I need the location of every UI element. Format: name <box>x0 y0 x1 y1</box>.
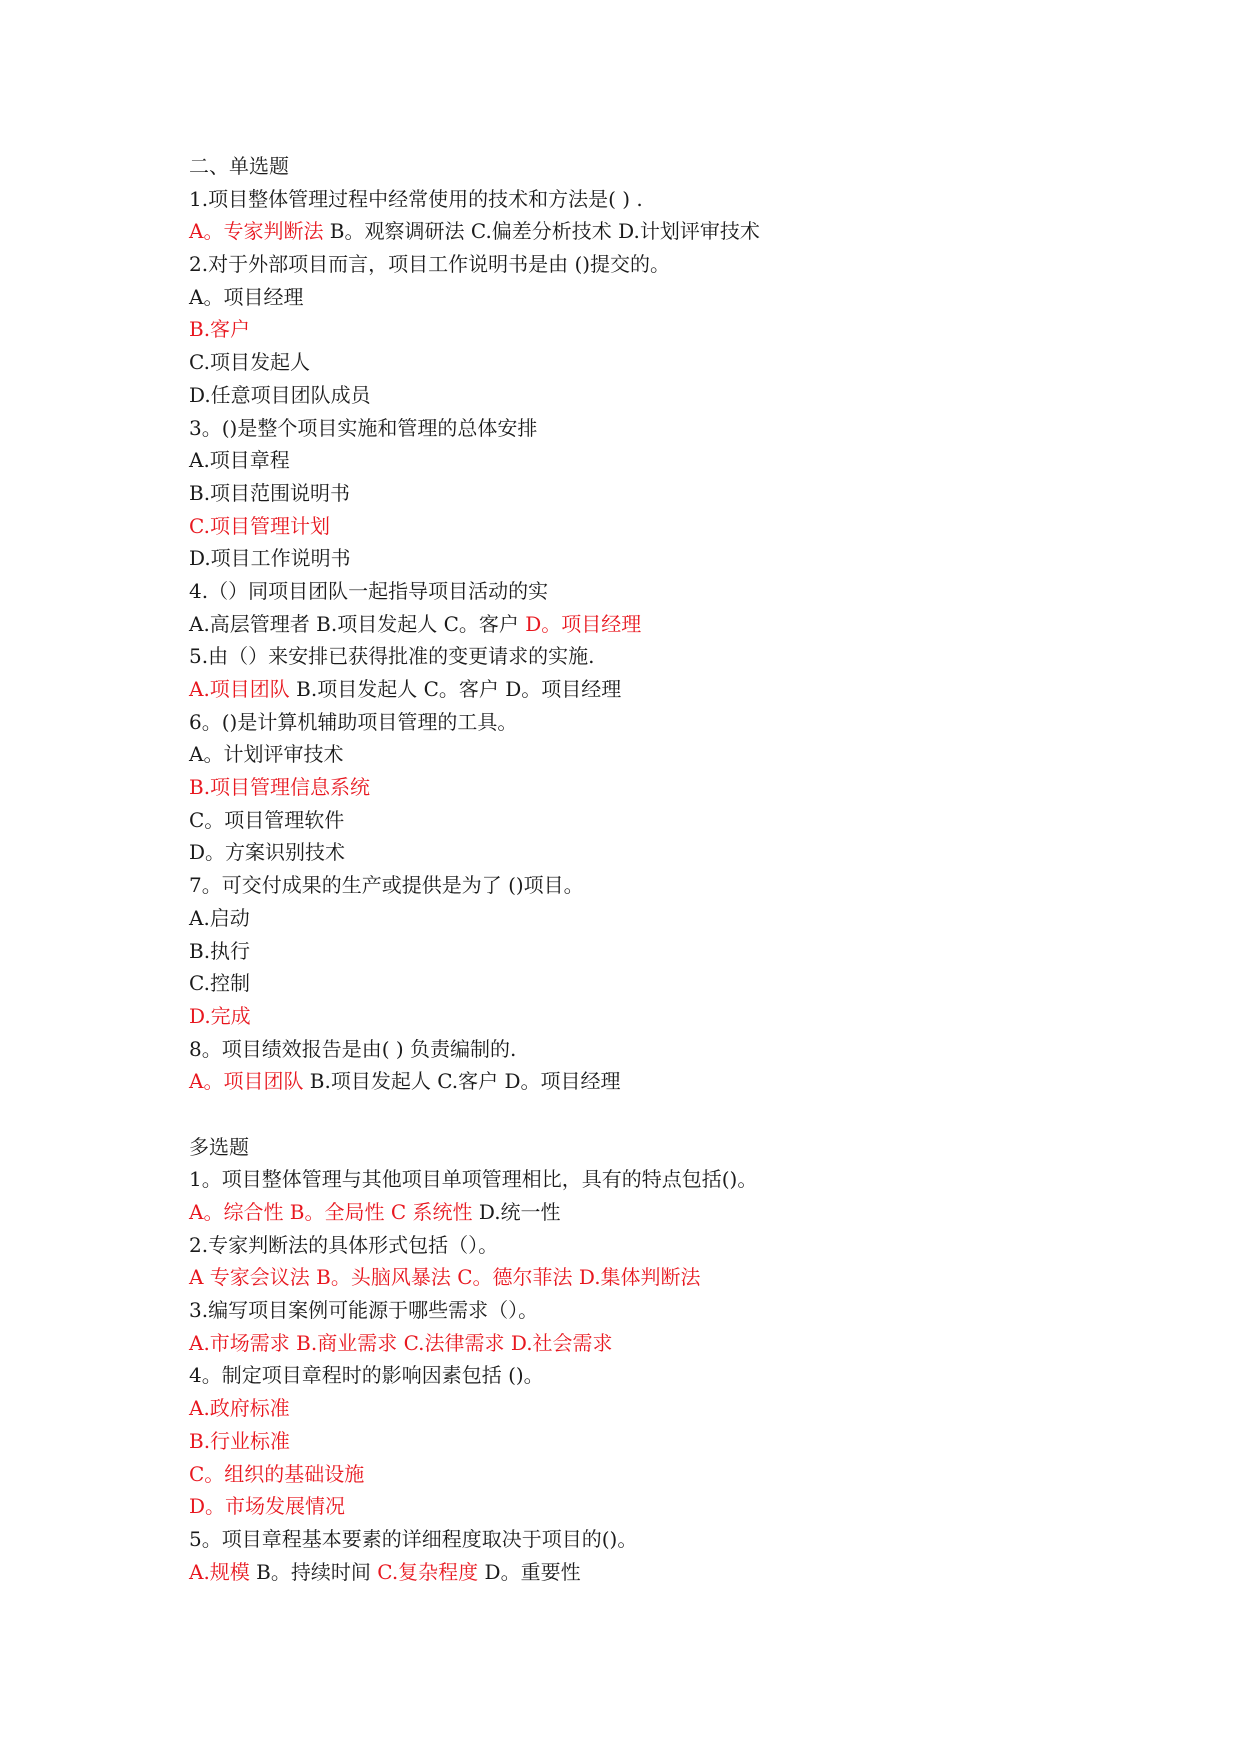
text-line <box>189 902 1089 935</box>
text-line <box>189 1425 1089 1458</box>
question-text: 2.专家判断法的具体形式包括（）。 <box>189 1232 499 1257</box>
question-text: 3.编写项目案例可能源于哪些需求（）。 <box>189 1298 539 1323</box>
text-line <box>189 444 1089 477</box>
text-line <box>189 1359 1089 1392</box>
text-line <box>189 1327 1089 1360</box>
question-text: B.执行 <box>189 938 251 963</box>
question-text: 4.（）同项目团队一起指导项目活动的实 <box>189 578 549 603</box>
question-text: B。观察调研法 C.偏差分析技术 D.计划评审技术 <box>323 219 760 244</box>
question-text: B.项目范围说明书 <box>189 480 351 505</box>
question-text: A.项目章程 <box>189 448 290 473</box>
text-line <box>189 281 1089 314</box>
question-text: 二、单选题 <box>189 154 289 178</box>
question-text: B.项目发起人 C.客户 D。项目经理 <box>303 1069 621 1094</box>
text-line <box>189 1131 1089 1164</box>
question-text: 3。()是整个项目实施和管理的总体安排 <box>189 415 538 440</box>
text-line <box>189 1033 1089 1066</box>
question-text: A.启动 <box>189 905 250 930</box>
question-text: C。项目管理软件 <box>189 807 345 832</box>
text-line <box>189 935 1089 968</box>
text-line <box>189 1065 1089 1098</box>
question-text: A。计划评审技术 <box>189 742 344 767</box>
answer-text: A 专家会议法 B。头脑风暴法 C。德尔菲法 D.集体判断法 <box>189 1265 701 1290</box>
text-line <box>189 771 1089 804</box>
answer-text: B.项目管理信息系统 <box>189 775 371 800</box>
text-line <box>189 1196 1089 1229</box>
text-line <box>189 804 1089 837</box>
question-text: D.统一性 <box>472 1200 561 1224</box>
text-line <box>189 1523 1089 1556</box>
answer-text: B.行业标准 <box>189 1428 291 1453</box>
answer-text: A。专家判断法 <box>189 219 324 244</box>
document-page <box>189 150 1089 1588</box>
text-line <box>189 836 1089 869</box>
question-text: D。方案识别技术 <box>189 840 346 865</box>
answer-text: B.客户 <box>189 317 251 342</box>
text-line <box>189 346 1089 379</box>
question-text: 5.由（）来安排已获得批准的变更请求的实施. <box>189 644 595 669</box>
question-text: A。项目经理 <box>189 284 304 309</box>
question-text: D.任意项目团队成员 <box>189 382 371 407</box>
text-line <box>189 215 1089 248</box>
answer-text: A.规模 <box>189 1559 250 1584</box>
question-text: 多选题 <box>189 1134 249 1159</box>
text-line <box>189 640 1089 673</box>
question-text: D.项目工作说明书 <box>189 546 351 571</box>
blank-line <box>189 1098 1089 1131</box>
text-line <box>189 1000 1089 1033</box>
text-line <box>189 183 1089 216</box>
text-line <box>189 1458 1089 1491</box>
text-line <box>189 1229 1089 1262</box>
text-line <box>189 1490 1089 1523</box>
text-line <box>189 1261 1089 1294</box>
text-line <box>189 1392 1089 1425</box>
answer-text: D.完成 <box>189 1003 251 1028</box>
question-text: C.项目发起人 <box>189 350 310 375</box>
text-line <box>189 379 1089 412</box>
answer-text: A。综合性 B。全局性 C 系统性 <box>189 1200 473 1224</box>
answer-text: C.项目管理计划 <box>189 513 330 538</box>
text-line <box>189 510 1089 543</box>
text-line <box>189 477 1089 510</box>
answer-text: C。组织的基础设施 <box>189 1461 365 1486</box>
answer-text: A.政府标准 <box>189 1396 290 1421</box>
question-text: 6。()是计算机辅助项目管理的工具。 <box>189 709 518 734</box>
text-line <box>189 1163 1089 1196</box>
answer-text: A.项目团队 <box>189 677 290 701</box>
text-line <box>189 1294 1089 1327</box>
text-line <box>189 150 1089 183</box>
answer-text: D。市场发展情况 <box>189 1494 346 1519</box>
text-line <box>189 673 1089 706</box>
text-line <box>189 1556 1089 1589</box>
question-text: B.项目发起人 C。客户 D。项目经理 <box>289 677 622 701</box>
question-text: 1。项目整体管理与其他项目单项管理相比，具有的特点包括()。 <box>189 1167 758 1192</box>
question-text: C.控制 <box>189 971 250 996</box>
question-text: 1.项目整体管理过程中经常使用的技术和方法是( ) . <box>189 186 643 211</box>
question-text: D。重要性 <box>478 1559 581 1584</box>
text-line <box>189 313 1089 346</box>
text-line <box>189 869 1089 902</box>
question-text: B。持续时间 <box>249 1559 378 1584</box>
text-line <box>189 542 1089 575</box>
answer-text: A.市场需求 B.商业需求 C.法律需求 D.社会需求 <box>189 1330 613 1355</box>
text-line <box>189 608 1089 641</box>
text-line <box>189 738 1089 771</box>
question-text: A.高层管理者 B.项目发起人 C。客户 <box>189 611 526 636</box>
answer-text: C.复杂程度 <box>377 1559 479 1584</box>
question-text: 5。项目章程基本要素的详细程度取决于项目的()。 <box>189 1526 638 1551</box>
question-text: 2.对于外部项目而言，项目工作说明书是由 ()提交的。 <box>189 252 671 277</box>
question-text: 8。项目绩效报告是由( ) 负责编制的. <box>189 1036 517 1061</box>
answer-text: D。项目经理 <box>525 611 642 636</box>
text-line <box>189 967 1089 1000</box>
text-line <box>189 706 1089 739</box>
text-line <box>189 575 1089 608</box>
text-line <box>189 248 1089 281</box>
answer-text: A。项目团队 <box>189 1069 304 1094</box>
text-line <box>189 412 1089 445</box>
question-text: 7。可交付成果的生产或提供是为了 ()项目。 <box>189 873 584 898</box>
question-text: 4。制定项目章程时的影响因素包括 ()。 <box>189 1363 544 1388</box>
